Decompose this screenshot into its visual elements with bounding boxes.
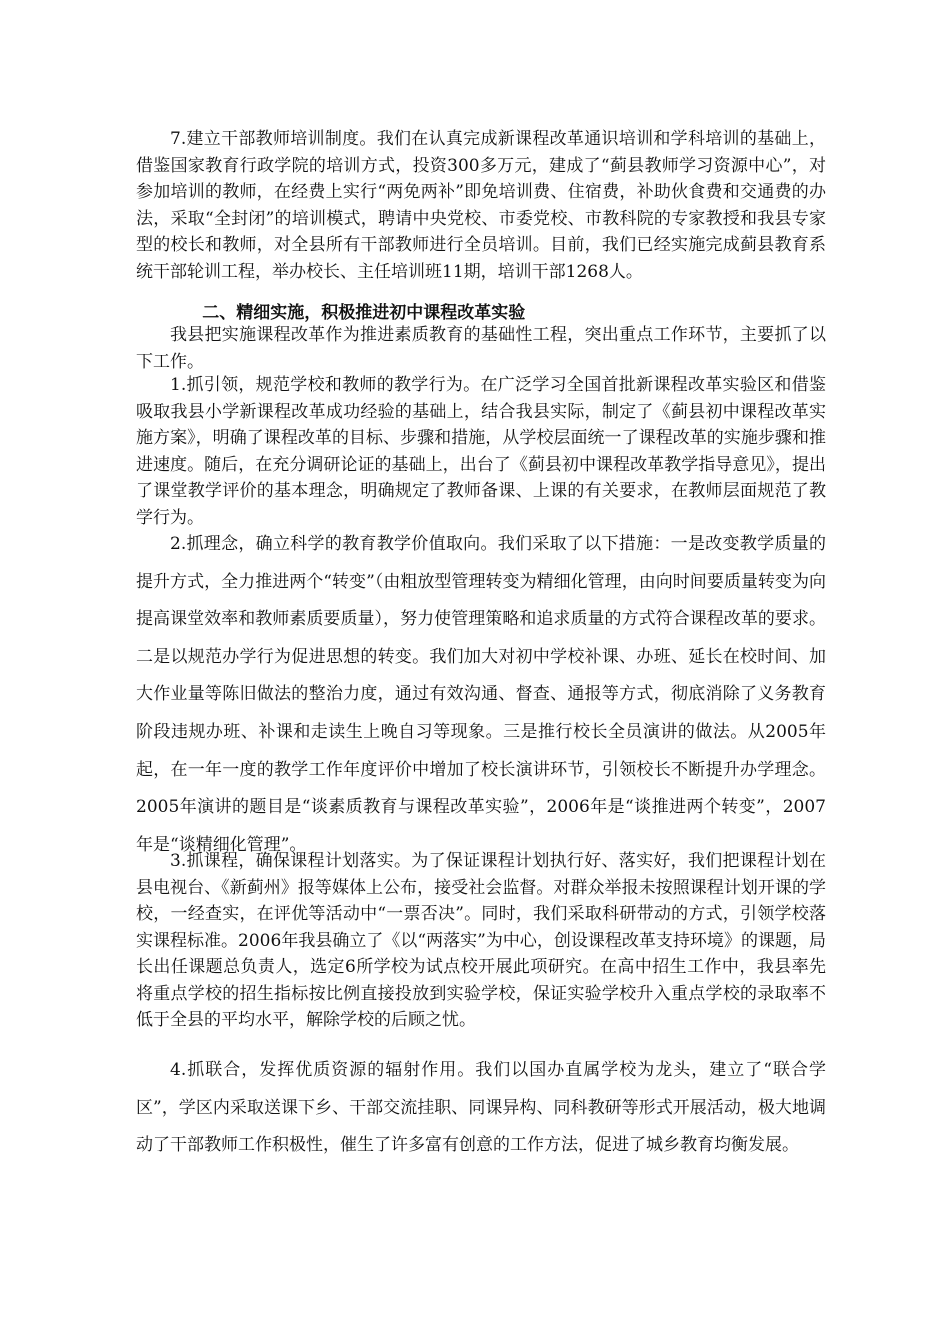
paragraph-item-4: 4.抓联合，发挥优质资源的辐射作用。我们以国办直属学校为龙头，建立了“联合学区”，学区内采取送课下乡、干部交流挂职、同课异构、同科教研等形式开展活动，极大地调动了干部教师工作积极性，催生了许多富有创意的工作方法，促进了城乡教育均衡发展。 — [136, 1060, 826, 1156]
paragraph-item-2: 2.抓理念，确立科学的教育教学价值取向。我们采取了以下措施：一是改变教学质量的提升方式，全力推进两个“转变”（由粗放型管理转变为精细化管理，由向时间要质量转变为向提高课堂效率和教师素质要质量），努力使管理策略和追求质量的方式符合课程改革的要求。二是以规范办学行为促进思想的转变。我们加大对初中学校补课、办班、延长在校时间、加大作业量等陈旧做法的整治力度，通过有效沟通、督查、通报等方式，彻底消除了义务教育阶段违规办班、补课和走读生上晚自习等现象。三是推行校长全员演讲的做法。从2005年起，在一年一度的教学工作年度评价中增加了校长演讲环节，引领校长不断提升办学理念。2005年演讲的题目是“谈素质教育与课程改革实验”，2006年是“谈推进两个转变”，2007年是“谈精细化管理”。 — [136, 534, 826, 855]
section-heading-2: 二、精细实施，积极推进初中课程改革实验 — [202, 303, 526, 323]
paragraph-item-1: 1.抓引领，规范学校和教师的教学行为。在广泛学习全国首批新课程改革实验区和借鉴吸取我县小学新课程改革成功经验的基础上，结合我县实际，制定了《蓟县初中课程改革实施方案》，明确了课程改革的目标、步骤和措施，从学校层面统一了课程改革的实施步骤和推进速度。随后，在充分调研论证的基础上，出台了《蓟县初中课程改革教学指导意见》，提出了课堂教学评价的基本理念，明确规定了教师备课、上课的有关要求，在教师层面规范了教学行为。 — [136, 375, 826, 528]
paragraph-intro: 我县把实施课程改革作为推进素质教育的基础性工程，突出重点工作环节，主要抓了以下工作。 — [136, 325, 826, 372]
paragraph-item-3: 3.抓课程，确保课程计划落实。为了保证课程计划执行好、落实好，我们把课程计划在县电视台、《新蓟州》报等媒体上公布，接受社会监督。对群众举报未按照课程计划开课的学校，一经查实，在评优等活动中“一票否决”。同时，我们采取科研带动的方式，引领学校落实课程标准。2006年我县确立了《以“两落实”为中心，创设课程改革支持环境》的课题，局长出任课题总负责人，选定6所学校为试点校开展此项研究。在高中招生工作中，我县率先将重点学校的招生指标按比例直接投放到实验学校，保证实验学校升入重点学校的录取率不低于全县的平均水平，解除学校的后顾之忧。 — [136, 851, 826, 1030]
paragraph-item-7: 7.建立干部教师培训制度。我们在认真完成新课程改革通识培训和学科培训的基础上，借鉴国家教育行政学院的培训方式，投资300多万元，建成了“蓟县教师学习资源中心”，对参加培训的教师，在经费上实行“两免两补”即免培训费、住宿费，补助伙食费和交通费的办法，采取“全封闭”的培训模式，聘请中央党校、市委党校、市教科院的专家教授和我县专家型的校长和教师，对全县所有干部教师进行全员培训。目前，我们已经实施完成蓟县教育系统干部轮训工程，举办校长、主任培训班11期，培训干部1268人。 — [136, 129, 826, 282]
